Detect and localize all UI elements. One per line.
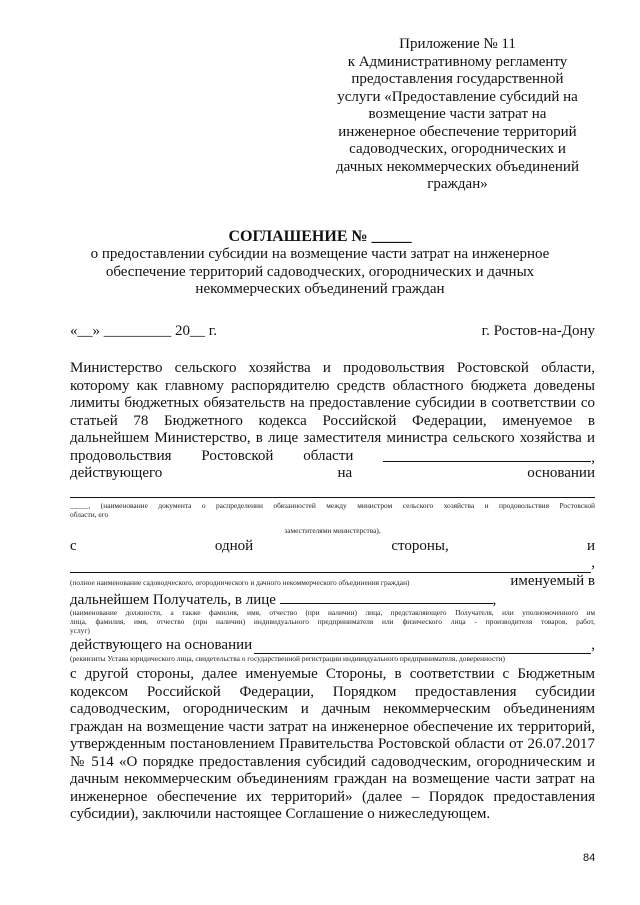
note-text: заместителями министерства), bbox=[284, 525, 381, 535]
recipient-name-blank[interactable] bbox=[70, 559, 591, 573]
note-text: лица, фамилия, имя, отчество (при наличии) индивидуального предпринимателя или физического лица - производителя товаров, работ, bbox=[70, 616, 595, 626]
word: стороны, bbox=[391, 537, 449, 554]
date-place-line bbox=[70, 323, 595, 340]
osnovanii-text: действующего на основании bbox=[70, 636, 253, 653]
note-text: (реквизиты Устава юридического лица, свидетельства о государственной регистрации индивидуального предпринимателя, доверенности) bbox=[70, 654, 505, 663]
para2-line: граждан на возмещение части затрат на инженерное обеспечение их территорий, bbox=[70, 718, 595, 735]
para2-line: инженерное обеспечение их территорий» (далее – Порядок предоставления bbox=[70, 788, 595, 805]
word: с bbox=[70, 537, 77, 554]
poluchatel-text: дальнейшем Получатель, в лице bbox=[70, 592, 276, 608]
para1-line: Министерство сельского хозяйства и продовольствия Ростовской области, bbox=[70, 360, 595, 376]
para2-line: дачным некоммерческим объединениям граждан на возмещение части затрат на bbox=[70, 771, 595, 787]
subtitle-line: некоммерческих объединений граждан bbox=[195, 281, 445, 297]
word: одной bbox=[214, 537, 254, 554]
subtitle-line: обеспечение территорий садоводческих, огороднических и дачных bbox=[105, 263, 535, 280]
appendix-line: дачных некоммерческих объединений bbox=[336, 158, 579, 175]
appendix-line: предоставления государственной bbox=[351, 71, 564, 87]
para2-line: кодексом Российской Федерации, Порядком предоставления субсидии bbox=[70, 683, 595, 700]
note-basis bbox=[70, 501, 595, 535]
charter-blank[interactable] bbox=[254, 640, 591, 654]
appendix-line: услуги «Предоставление субсидий на bbox=[337, 88, 578, 105]
subtitle-line: о предоставлении субсидии на возмещение части затрат на инженерное bbox=[90, 246, 550, 262]
word: именуемый в bbox=[510, 572, 595, 589]
note-text: (наименование документа о распределении обязанностей между министром сельского хозяйства и продовольствия Ростовской bbox=[100, 500, 595, 510]
para1-line: дальнейшем Министерство, в лице заместителя министра сельского хозяйства и bbox=[70, 430, 595, 446]
appendix-line: садоводческих, огороднических и bbox=[349, 141, 566, 157]
appendix-line: к Административному регламенту bbox=[347, 53, 568, 70]
prod-line bbox=[70, 448, 595, 466]
para2 bbox=[70, 666, 595, 824]
date-field: «__» _________ 20__ г. bbox=[70, 323, 217, 339]
appendix-line: граждан» bbox=[427, 176, 488, 192]
page-number: 84 bbox=[583, 852, 596, 864]
para1-line: которому как главному распорядителю средств областного бюджета доведены bbox=[70, 377, 595, 394]
comma: , bbox=[492, 592, 497, 608]
word: действующего bbox=[70, 465, 163, 481]
appendix-header bbox=[330, 36, 585, 194]
poluchatel-line bbox=[70, 590, 595, 608]
comma: , bbox=[591, 449, 595, 465]
word: на bbox=[337, 465, 353, 481]
deyst-line bbox=[70, 465, 595, 483]
appendix-line: возмещение части затрат на bbox=[368, 106, 547, 122]
appendix-line: инженерное обеспечение территорий bbox=[338, 123, 577, 140]
word: продовольствия bbox=[70, 447, 172, 464]
osnovanii-line bbox=[70, 637, 595, 655]
recipient-name-line bbox=[70, 555, 595, 573]
appendix-line: Приложение № 11 bbox=[399, 36, 516, 52]
document-subtitle bbox=[60, 246, 580, 299]
place-label: г. Ростов-на-Дону bbox=[481, 323, 595, 339]
para1-line: лимиты бюджетных обязательств на предоставление субсидии в соответствии со bbox=[70, 395, 595, 411]
word: основании bbox=[527, 465, 595, 481]
odnoy-line bbox=[70, 538, 595, 556]
note-text: (наименование должности, а также фамилия, имя, отчество (при наличии) лица, представляющего Получателя, или уполномоченного им bbox=[70, 607, 595, 617]
official-name-blank[interactable] bbox=[383, 448, 595, 466]
para2-line: с другой стороны, далее именуемые Стороны, в соответствии с Бюджетным bbox=[70, 666, 595, 682]
note-charter bbox=[70, 654, 595, 663]
comma: , bbox=[591, 636, 595, 653]
para2-line: № 514 «О порядке предоставления субсидий садоводческим, огородническим и bbox=[70, 753, 595, 770]
para2-line: субсидии), заключили настоящее Соглашение о нижеследующем. bbox=[70, 806, 491, 822]
note-recipient-name: (полное наименование садоводческого, огороднического и дачного некоммерческого объединения граждан) bbox=[70, 577, 410, 587]
agreement-body bbox=[70, 360, 595, 824]
note-text: области, его bbox=[70, 509, 109, 519]
para2-line: садоводческим, огородническим и дачным некоммерческим объединениям bbox=[70, 701, 595, 717]
comma: , bbox=[591, 555, 595, 571]
note-prefix: _____, bbox=[70, 500, 91, 510]
imenuemy-line bbox=[70, 573, 595, 591]
word: области bbox=[303, 447, 354, 464]
note-representative bbox=[70, 608, 595, 635]
basis-document-blank[interactable] bbox=[70, 483, 595, 498]
para2-line: утвержденным постановлением Правительства Ростовской области от 26.07.2017 bbox=[70, 736, 595, 752]
word: Ростовской bbox=[201, 447, 274, 464]
document-title: СОГЛАШЕНИЕ № _____ bbox=[228, 228, 412, 245]
representative-blank[interactable] bbox=[280, 590, 493, 604]
para1-line: статьей 78 Бюджетного кодекса Российской Федерации, именуемое в bbox=[70, 412, 595, 429]
note-text: услуг) bbox=[70, 625, 90, 635]
word: и bbox=[586, 537, 595, 554]
